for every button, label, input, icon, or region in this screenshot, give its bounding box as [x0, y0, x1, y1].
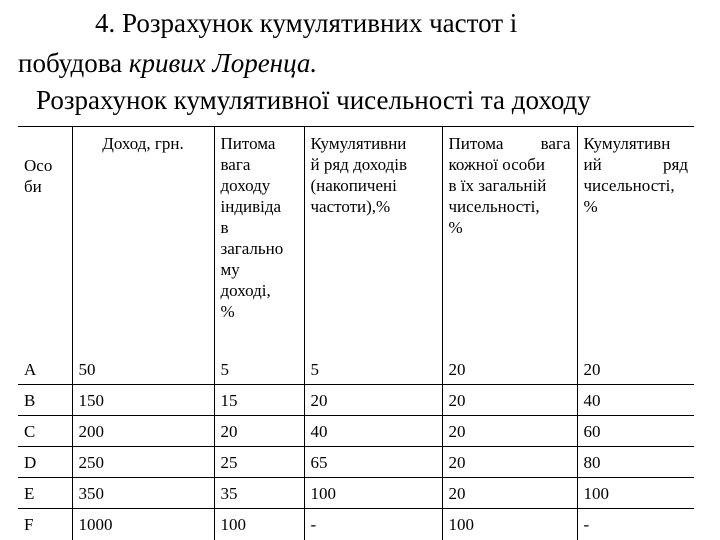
cell-income: 50: [72, 355, 214, 385]
cell-income-share: 100: [214, 509, 304, 540]
cell-person-share: 20: [442, 416, 577, 447]
cell-cumulative-income: 20: [304, 385, 442, 416]
cell-person-share: 20: [442, 447, 577, 478]
cell-person: A: [24, 359, 37, 379]
cell-cumulative-income: 100: [304, 478, 442, 509]
table-row: [18, 355, 694, 385]
header-cumulative-population: Кумулятивн ий ряд чисельності, %: [577, 127, 694, 355]
cell-income: 1000: [72, 509, 214, 540]
cell-cumulative-population: 60: [577, 416, 694, 447]
cell-cumulative-population: 20: [577, 355, 694, 385]
header-persons: Осо би: [24, 156, 53, 196]
header-income-share: Питома вага доходу індивіда в загально му доході, %: [214, 127, 304, 355]
cell-income: 350: [72, 478, 214, 509]
cell-cumulative-population: 80: [577, 447, 694, 478]
cell-person-share: 20: [442, 355, 577, 385]
cell-cumulative-income: 5: [304, 355, 442, 385]
lorenz-calculation-table: [18, 126, 694, 540]
table-header-row: [18, 127, 694, 355]
cell-person: C: [24, 421, 36, 441]
title-line-1: 4. Розрахунок кумулятивних частот і: [95, 8, 518, 38]
header-cumulative-income: Кумулятивни й ряд доходів (накопичені частоти),%: [304, 127, 442, 355]
cell-cumulative-income: -: [304, 509, 442, 540]
cell-cumulative-income: 40: [304, 416, 442, 447]
cell-income-share: 25: [214, 447, 304, 478]
table-row: [18, 478, 694, 509]
title-line-2-plain: побудова: [18, 48, 129, 78]
cell-person-share: 100: [442, 509, 577, 540]
cell-person-share: 20: [442, 478, 577, 509]
cell-person: E: [24, 483, 35, 503]
table-caption: Розрахунок кумулятивної чисельності та доходу: [36, 85, 591, 115]
cell-cumulative-population: 40: [577, 385, 694, 416]
cell-income-share: 15: [214, 385, 304, 416]
cell-cumulative-population: 100: [577, 478, 694, 509]
header-person-share: Питома вага кожної особи в їх загальній чисельності, %: [442, 127, 577, 355]
cell-cumulative-population: -: [577, 509, 694, 540]
table-row: [18, 385, 694, 416]
header-income: Доход, грн.: [72, 127, 214, 355]
cell-income: 200: [72, 416, 214, 447]
cell-income-share: 5: [214, 355, 304, 385]
cell-cumulative-income: 65: [304, 447, 442, 478]
cell-income-share: 35: [214, 478, 304, 509]
cell-income: 250: [72, 447, 214, 478]
table-row: [18, 509, 694, 540]
cell-person: F: [24, 514, 34, 534]
table-row: [18, 416, 694, 447]
title-line-2-italic: кривих Лоренца.: [128, 48, 318, 78]
cell-person: D: [24, 452, 37, 472]
title-line-2: [18, 48, 317, 79]
cell-income-share: 20: [214, 416, 304, 447]
cell-income: 150: [72, 385, 214, 416]
cell-person-share: 20: [442, 385, 577, 416]
cell-person: B: [24, 390, 36, 410]
table-row: [18, 447, 694, 478]
